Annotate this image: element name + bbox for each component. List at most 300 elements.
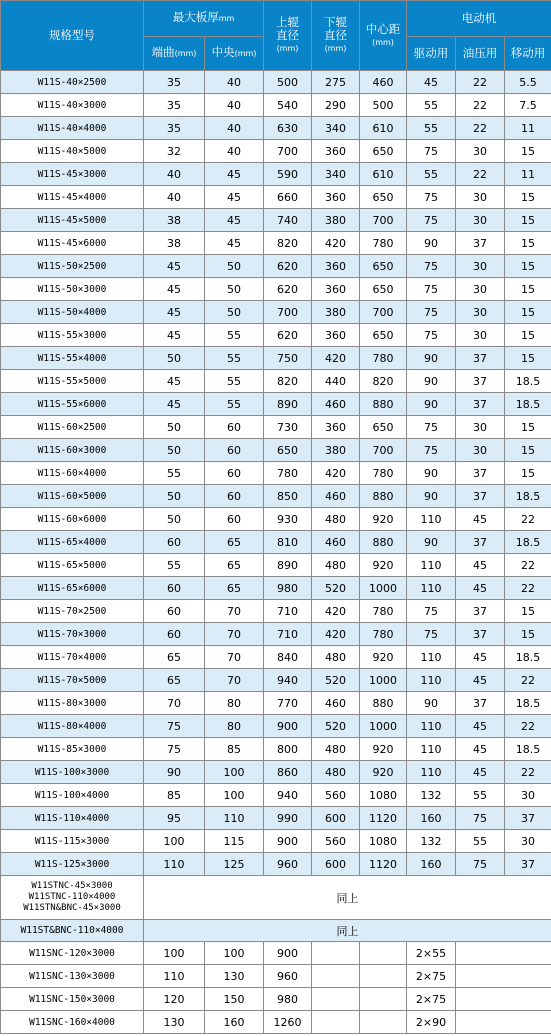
cell-center: 45 <box>205 232 264 255</box>
cell-lower-roll: 560 <box>312 784 360 807</box>
cell-center-distance: 1120 <box>360 853 407 876</box>
cell-model: W11S-70×3000 <box>1 623 144 646</box>
cell-model: W11S-60×4000 <box>1 462 144 485</box>
cell-center-distance <box>360 942 407 965</box>
cell-center-distance: 1000 <box>360 715 407 738</box>
cell-drive: 160 <box>407 807 456 830</box>
cell-hydraulic: 30 <box>456 186 505 209</box>
table-row <box>1 600 551 623</box>
cell-mobile: 15 <box>505 347 551 370</box>
cell-lower-roll: 420 <box>312 600 360 623</box>
cell-center: 65 <box>205 554 264 577</box>
cell-model: W11S-45×4000 <box>1 186 144 209</box>
table-row <box>1 784 551 807</box>
cell-upper-roll: 840 <box>264 646 312 669</box>
cell-end-bend: 50 <box>144 347 205 370</box>
cell-lower-roll: 275 <box>312 71 360 94</box>
table-row <box>1 347 551 370</box>
cell-center: 150 <box>205 988 264 1011</box>
cell-upper-roll: 650 <box>264 439 312 462</box>
cell-model: W11SNC-120×3000 <box>1 942 144 965</box>
cell-upper-roll: 960 <box>264 853 312 876</box>
table-row <box>1 255 551 278</box>
cell-hydraulic: 37 <box>456 485 505 508</box>
cell-center-distance: 920 <box>360 761 407 784</box>
cell-mobile: 18.5 <box>505 692 551 715</box>
table-row <box>1 761 551 784</box>
cell-center: 70 <box>205 669 264 692</box>
cell-mobile: 18.5 <box>505 393 551 416</box>
cell-empty <box>456 1011 551 1034</box>
cell-mobile: 11 <box>505 117 551 140</box>
cell-center: 60 <box>205 416 264 439</box>
cell-upper-roll: 990 <box>264 807 312 830</box>
cell-drive: 75 <box>407 186 456 209</box>
cell-upper-roll: 900 <box>264 942 312 965</box>
cell-drive: 110 <box>407 646 456 669</box>
header-max-thickness: 最大板厚mm <box>144 1 264 37</box>
cell-drive: 75 <box>407 324 456 347</box>
cell-center-distance: 1000 <box>360 669 407 692</box>
table-row <box>1 232 551 255</box>
cell-mobile: 22 <box>505 715 551 738</box>
cell-hydraulic: 30 <box>456 416 505 439</box>
cell-center: 70 <box>205 623 264 646</box>
cell-mobile: 15 <box>505 186 551 209</box>
cell-center: 60 <box>205 439 264 462</box>
cell-model: W11S-65×5000 <box>1 554 144 577</box>
cell-model: W11S-65×4000 <box>1 531 144 554</box>
cell-lower-roll: 480 <box>312 646 360 669</box>
cell-drive: 90 <box>407 347 456 370</box>
cell-model: W11S-70×2500 <box>1 600 144 623</box>
cell-mobile: 22 <box>505 554 551 577</box>
cell-center: 60 <box>205 485 264 508</box>
table-row <box>1 807 551 830</box>
cell-hydraulic: 22 <box>456 163 505 186</box>
cell-drive: 110 <box>407 554 456 577</box>
cell-center: 55 <box>205 370 264 393</box>
cell-model: W11S-100×3000 <box>1 761 144 784</box>
cell-drive: 132 <box>407 784 456 807</box>
cell-lower-roll: 380 <box>312 439 360 462</box>
cell-mobile: 18.5 <box>505 370 551 393</box>
cell-drive: 75 <box>407 255 456 278</box>
cell-hydraulic: 30 <box>456 255 505 278</box>
cell-end-bend: 50 <box>144 485 205 508</box>
cell-end-bend: 32 <box>144 140 205 163</box>
cell-drive: 110 <box>407 715 456 738</box>
cell-hydraulic: 37 <box>456 370 505 393</box>
cell-upper-roll: 900 <box>264 830 312 853</box>
header-lower-roll: 下辊 直径 (mm) <box>312 1 360 71</box>
cell-drive: 75 <box>407 140 456 163</box>
cell-end-bend: 75 <box>144 738 205 761</box>
cell-hydraulic: 45 <box>456 646 505 669</box>
cell-mobile: 15 <box>505 623 551 646</box>
cell-drive: 2×75 <box>407 965 456 988</box>
cell-mobile: 15 <box>505 255 551 278</box>
cell-center: 50 <box>205 255 264 278</box>
cell-upper-roll: 860 <box>264 761 312 784</box>
cell-center: 60 <box>205 508 264 531</box>
cell-end-bend: 65 <box>144 669 205 692</box>
cell-lower-roll: 290 <box>312 94 360 117</box>
cell-end-bend: 100 <box>144 830 205 853</box>
cell-upper-roll: 700 <box>264 140 312 163</box>
special-a-note: 同上 <box>144 876 551 920</box>
cell-drive: 90 <box>407 232 456 255</box>
table-row <box>1 163 551 186</box>
cell-drive: 110 <box>407 577 456 600</box>
cell-upper-roll: 710 <box>264 623 312 646</box>
cell-hydraulic: 22 <box>456 94 505 117</box>
cell-mobile: 22 <box>505 669 551 692</box>
table-row <box>1 462 551 485</box>
cell-upper-roll: 820 <box>264 370 312 393</box>
cell-drive: 90 <box>407 485 456 508</box>
header-upper-roll: 上辊 直径 (mm) <box>264 1 312 71</box>
cell-center: 160 <box>205 1011 264 1034</box>
table-row <box>1 646 551 669</box>
cell-model: W11S-55×4000 <box>1 347 144 370</box>
cell-model: W11S-80×4000 <box>1 715 144 738</box>
cell-drive: 2×90 <box>407 1011 456 1034</box>
cell-end-bend: 45 <box>144 324 205 347</box>
cell-lower-roll <box>312 965 360 988</box>
cell-upper-roll: 620 <box>264 278 312 301</box>
cell-hydraulic: 45 <box>456 554 505 577</box>
header-center: 中央(mm) <box>205 36 264 71</box>
cell-center-distance: 780 <box>360 347 407 370</box>
cell-model: W11S-115×3000 <box>1 830 144 853</box>
table-row <box>1 117 551 140</box>
header-mobile: 移动用 <box>505 36 551 71</box>
cell-hydraulic: 37 <box>456 600 505 623</box>
cell-end-bend: 45 <box>144 301 205 324</box>
cell-mobile: 15 <box>505 232 551 255</box>
cell-end-bend: 70 <box>144 692 205 715</box>
cell-upper-roll: 740 <box>264 209 312 232</box>
cell-center: 55 <box>205 393 264 416</box>
cell-hydraulic: 75 <box>456 853 505 876</box>
cell-lower-roll: 380 <box>312 209 360 232</box>
cell-center-distance: 460 <box>360 71 407 94</box>
cell-center: 100 <box>205 761 264 784</box>
table-row <box>1 186 551 209</box>
cell-hydraulic: 30 <box>456 278 505 301</box>
cell-upper-roll: 630 <box>264 117 312 140</box>
cell-end-bend: 75 <box>144 715 205 738</box>
cell-end-bend: 40 <box>144 163 205 186</box>
cell-upper-roll: 940 <box>264 669 312 692</box>
cell-center: 50 <box>205 301 264 324</box>
cell-center: 80 <box>205 715 264 738</box>
cell-lower-roll: 420 <box>312 232 360 255</box>
cell-center-distance: 700 <box>360 439 407 462</box>
cell-upper-roll: 750 <box>264 347 312 370</box>
cell-end-bend: 40 <box>144 186 205 209</box>
cell-end-bend: 35 <box>144 117 205 140</box>
cell-end-bend: 45 <box>144 370 205 393</box>
cell-end-bend: 60 <box>144 623 205 646</box>
cell-center-distance <box>360 988 407 1011</box>
cell-lower-roll: 360 <box>312 278 360 301</box>
cell-upper-roll: 890 <box>264 554 312 577</box>
cell-end-bend: 38 <box>144 232 205 255</box>
cell-drive: 55 <box>407 94 456 117</box>
cell-model: W11S-60×5000 <box>1 485 144 508</box>
special-body <box>1 876 551 942</box>
cell-center-distance: 700 <box>360 301 407 324</box>
cell-model: W11S-50×4000 <box>1 301 144 324</box>
table-row <box>1 393 551 416</box>
cell-drive: 110 <box>407 669 456 692</box>
cell-mobile: 15 <box>505 140 551 163</box>
cell-center-distance: 1000 <box>360 577 407 600</box>
cell-drive: 110 <box>407 508 456 531</box>
cell-center: 45 <box>205 163 264 186</box>
cell-lower-roll: 440 <box>312 370 360 393</box>
cell-end-bend: 95 <box>144 807 205 830</box>
cell-center-distance: 880 <box>360 531 407 554</box>
cell-end-bend: 45 <box>144 255 205 278</box>
cell-mobile: 15 <box>505 439 551 462</box>
cell-lower-roll: 460 <box>312 393 360 416</box>
cell-center: 110 <box>205 807 264 830</box>
snc-body <box>1 942 551 1034</box>
cell-lower-roll: 360 <box>312 140 360 163</box>
cell-center: 70 <box>205 646 264 669</box>
cell-lower-roll: 600 <box>312 853 360 876</box>
cell-center: 40 <box>205 94 264 117</box>
cell-model: W11S-50×2500 <box>1 255 144 278</box>
cell-center-distance: 820 <box>360 370 407 393</box>
cell-hydraulic: 37 <box>456 692 505 715</box>
table-row <box>1 94 551 117</box>
header-model: 规格型号 <box>1 1 144 71</box>
cell-upper-roll: 1260 <box>264 1011 312 1034</box>
cell-model: W11S-40×5000 <box>1 140 144 163</box>
cell-mobile: 22 <box>505 508 551 531</box>
cell-mobile: 30 <box>505 830 551 853</box>
cell-center-distance: 610 <box>360 163 407 186</box>
cell-center: 65 <box>205 531 264 554</box>
cell-mobile: 37 <box>505 807 551 830</box>
cell-lower-roll: 520 <box>312 715 360 738</box>
cell-drive: 90 <box>407 370 456 393</box>
table-row <box>1 71 551 94</box>
cell-center: 85 <box>205 738 264 761</box>
cell-center-distance <box>360 1011 407 1034</box>
cell-model: W11S-45×3000 <box>1 163 144 186</box>
cell-center-distance: 700 <box>360 209 407 232</box>
cell-lower-roll: 480 <box>312 508 360 531</box>
cell-center-distance: 650 <box>360 186 407 209</box>
cell-center-distance: 650 <box>360 255 407 278</box>
table-row <box>1 531 551 554</box>
cell-center-distance: 880 <box>360 393 407 416</box>
cell-model: W11SNC-160×4000 <box>1 1011 144 1034</box>
cell-mobile: 15 <box>505 301 551 324</box>
cell-center-distance: 780 <box>360 232 407 255</box>
table-row <box>1 738 551 761</box>
cell-model: W11S-100×4000 <box>1 784 144 807</box>
cell-lower-roll <box>312 988 360 1011</box>
cell-hydraulic: 30 <box>456 301 505 324</box>
cell-lower-roll: 340 <box>312 163 360 186</box>
cell-model: W11S-60×2500 <box>1 416 144 439</box>
cell-end-bend: 120 <box>144 988 205 1011</box>
cell-center: 65 <box>205 577 264 600</box>
special-b-note: 同上 <box>144 920 551 942</box>
cell-hydraulic: 30 <box>456 140 505 163</box>
cell-center-distance: 1080 <box>360 830 407 853</box>
table-row <box>1 623 551 646</box>
cell-center-distance: 650 <box>360 416 407 439</box>
cell-model: W11S-40×3000 <box>1 94 144 117</box>
cell-hydraulic: 45 <box>456 508 505 531</box>
cell-model: W11SNC-150×3000 <box>1 988 144 1011</box>
cell-model: W11S-65×6000 <box>1 577 144 600</box>
header-motor: 电动机 <box>407 1 551 37</box>
cell-end-bend: 45 <box>144 393 205 416</box>
table-row <box>1 577 551 600</box>
cell-lower-roll: 460 <box>312 692 360 715</box>
cell-center-distance: 650 <box>360 140 407 163</box>
cell-drive: 55 <box>407 117 456 140</box>
cell-upper-roll: 980 <box>264 577 312 600</box>
cell-drive: 2×55 <box>407 942 456 965</box>
cell-upper-roll: 500 <box>264 71 312 94</box>
cell-drive: 75 <box>407 600 456 623</box>
cell-lower-roll <box>312 942 360 965</box>
cell-lower-roll: 560 <box>312 830 360 853</box>
cell-end-bend: 55 <box>144 462 205 485</box>
cell-mobile: 18.5 <box>505 738 551 761</box>
cell-center-distance: 920 <box>360 508 407 531</box>
cell-end-bend: 60 <box>144 600 205 623</box>
cell-model: W11S-50×3000 <box>1 278 144 301</box>
cell-model: W11S-40×4000 <box>1 117 144 140</box>
cell-empty <box>456 942 551 965</box>
cell-end-bend: 50 <box>144 416 205 439</box>
cell-center-distance: 650 <box>360 324 407 347</box>
cell-drive: 90 <box>407 462 456 485</box>
cell-mobile: 22 <box>505 761 551 784</box>
cell-center: 40 <box>205 140 264 163</box>
header-end-bend: 端曲(mm) <box>144 36 205 71</box>
cell-mobile: 15 <box>505 324 551 347</box>
cell-lower-roll: 360 <box>312 324 360 347</box>
table-row <box>1 1011 551 1034</box>
special-b-model: W11ST&BNC-110×4000 <box>1 920 144 942</box>
cell-drive: 110 <box>407 761 456 784</box>
cell-mobile: 22 <box>505 577 551 600</box>
table-row <box>1 370 551 393</box>
cell-end-bend: 55 <box>144 554 205 577</box>
cell-end-bend: 100 <box>144 942 205 965</box>
cell-hydraulic: 37 <box>456 623 505 646</box>
cell-center-distance: 920 <box>360 738 407 761</box>
cell-lower-roll: 360 <box>312 416 360 439</box>
cell-lower-roll: 480 <box>312 554 360 577</box>
cell-center-distance: 920 <box>360 554 407 577</box>
cell-upper-roll: 770 <box>264 692 312 715</box>
cell-drive: 160 <box>407 853 456 876</box>
table-row <box>1 209 551 232</box>
table-row <box>1 485 551 508</box>
cell-drive: 132 <box>407 830 456 853</box>
cell-center: 100 <box>205 942 264 965</box>
cell-drive: 90 <box>407 692 456 715</box>
table-row <box>1 830 551 853</box>
cell-model: W11SNC-130×3000 <box>1 965 144 988</box>
cell-end-bend: 110 <box>144 965 205 988</box>
cell-mobile: 15 <box>505 209 551 232</box>
cell-end-bend: 60 <box>144 531 205 554</box>
cell-end-bend: 35 <box>144 71 205 94</box>
cell-drive: 75 <box>407 439 456 462</box>
cell-mobile: 7.5 <box>505 94 551 117</box>
cell-center-distance: 650 <box>360 278 407 301</box>
cell-center-distance: 610 <box>360 117 407 140</box>
cell-center-distance: 780 <box>360 600 407 623</box>
cell-mobile: 15 <box>505 462 551 485</box>
cell-upper-roll: 730 <box>264 416 312 439</box>
cell-model: W11S-70×5000 <box>1 669 144 692</box>
cell-center-distance: 920 <box>360 646 407 669</box>
cell-upper-roll: 900 <box>264 715 312 738</box>
cell-end-bend: 60 <box>144 577 205 600</box>
cell-drive: 110 <box>407 738 456 761</box>
cell-center: 125 <box>205 853 264 876</box>
cell-center: 70 <box>205 600 264 623</box>
cell-hydraulic: 75 <box>456 807 505 830</box>
cell-model: W11S-70×4000 <box>1 646 144 669</box>
cell-center-distance: 880 <box>360 485 407 508</box>
cell-model: W11S-45×6000 <box>1 232 144 255</box>
table-body <box>1 71 551 876</box>
cell-empty <box>456 988 551 1011</box>
cell-hydraulic: 37 <box>456 531 505 554</box>
header-center-distance: 中心距 (mm) <box>360 1 407 71</box>
header-drive: 驱动用 <box>407 36 456 71</box>
cell-end-bend: 45 <box>144 278 205 301</box>
cell-model: W11S-45×5000 <box>1 209 144 232</box>
cell-upper-roll: 850 <box>264 485 312 508</box>
cell-lower-roll: 520 <box>312 577 360 600</box>
cell-center: 45 <box>205 186 264 209</box>
cell-lower-roll: 520 <box>312 669 360 692</box>
cell-center-distance: 1080 <box>360 784 407 807</box>
table-row <box>1 669 551 692</box>
cell-empty <box>456 965 551 988</box>
cell-upper-roll: 620 <box>264 255 312 278</box>
table-row <box>1 554 551 577</box>
cell-center-distance: 1120 <box>360 807 407 830</box>
cell-hydraulic: 22 <box>456 117 505 140</box>
table-row <box>1 301 551 324</box>
cell-drive: 55 <box>407 163 456 186</box>
cell-hydraulic: 45 <box>456 715 505 738</box>
cell-end-bend: 50 <box>144 508 205 531</box>
table-row <box>1 965 551 988</box>
cell-hydraulic: 45 <box>456 738 505 761</box>
cell-mobile: 5.5 <box>505 71 551 94</box>
cell-center-distance: 780 <box>360 623 407 646</box>
cell-model: W11S-40×2500 <box>1 71 144 94</box>
